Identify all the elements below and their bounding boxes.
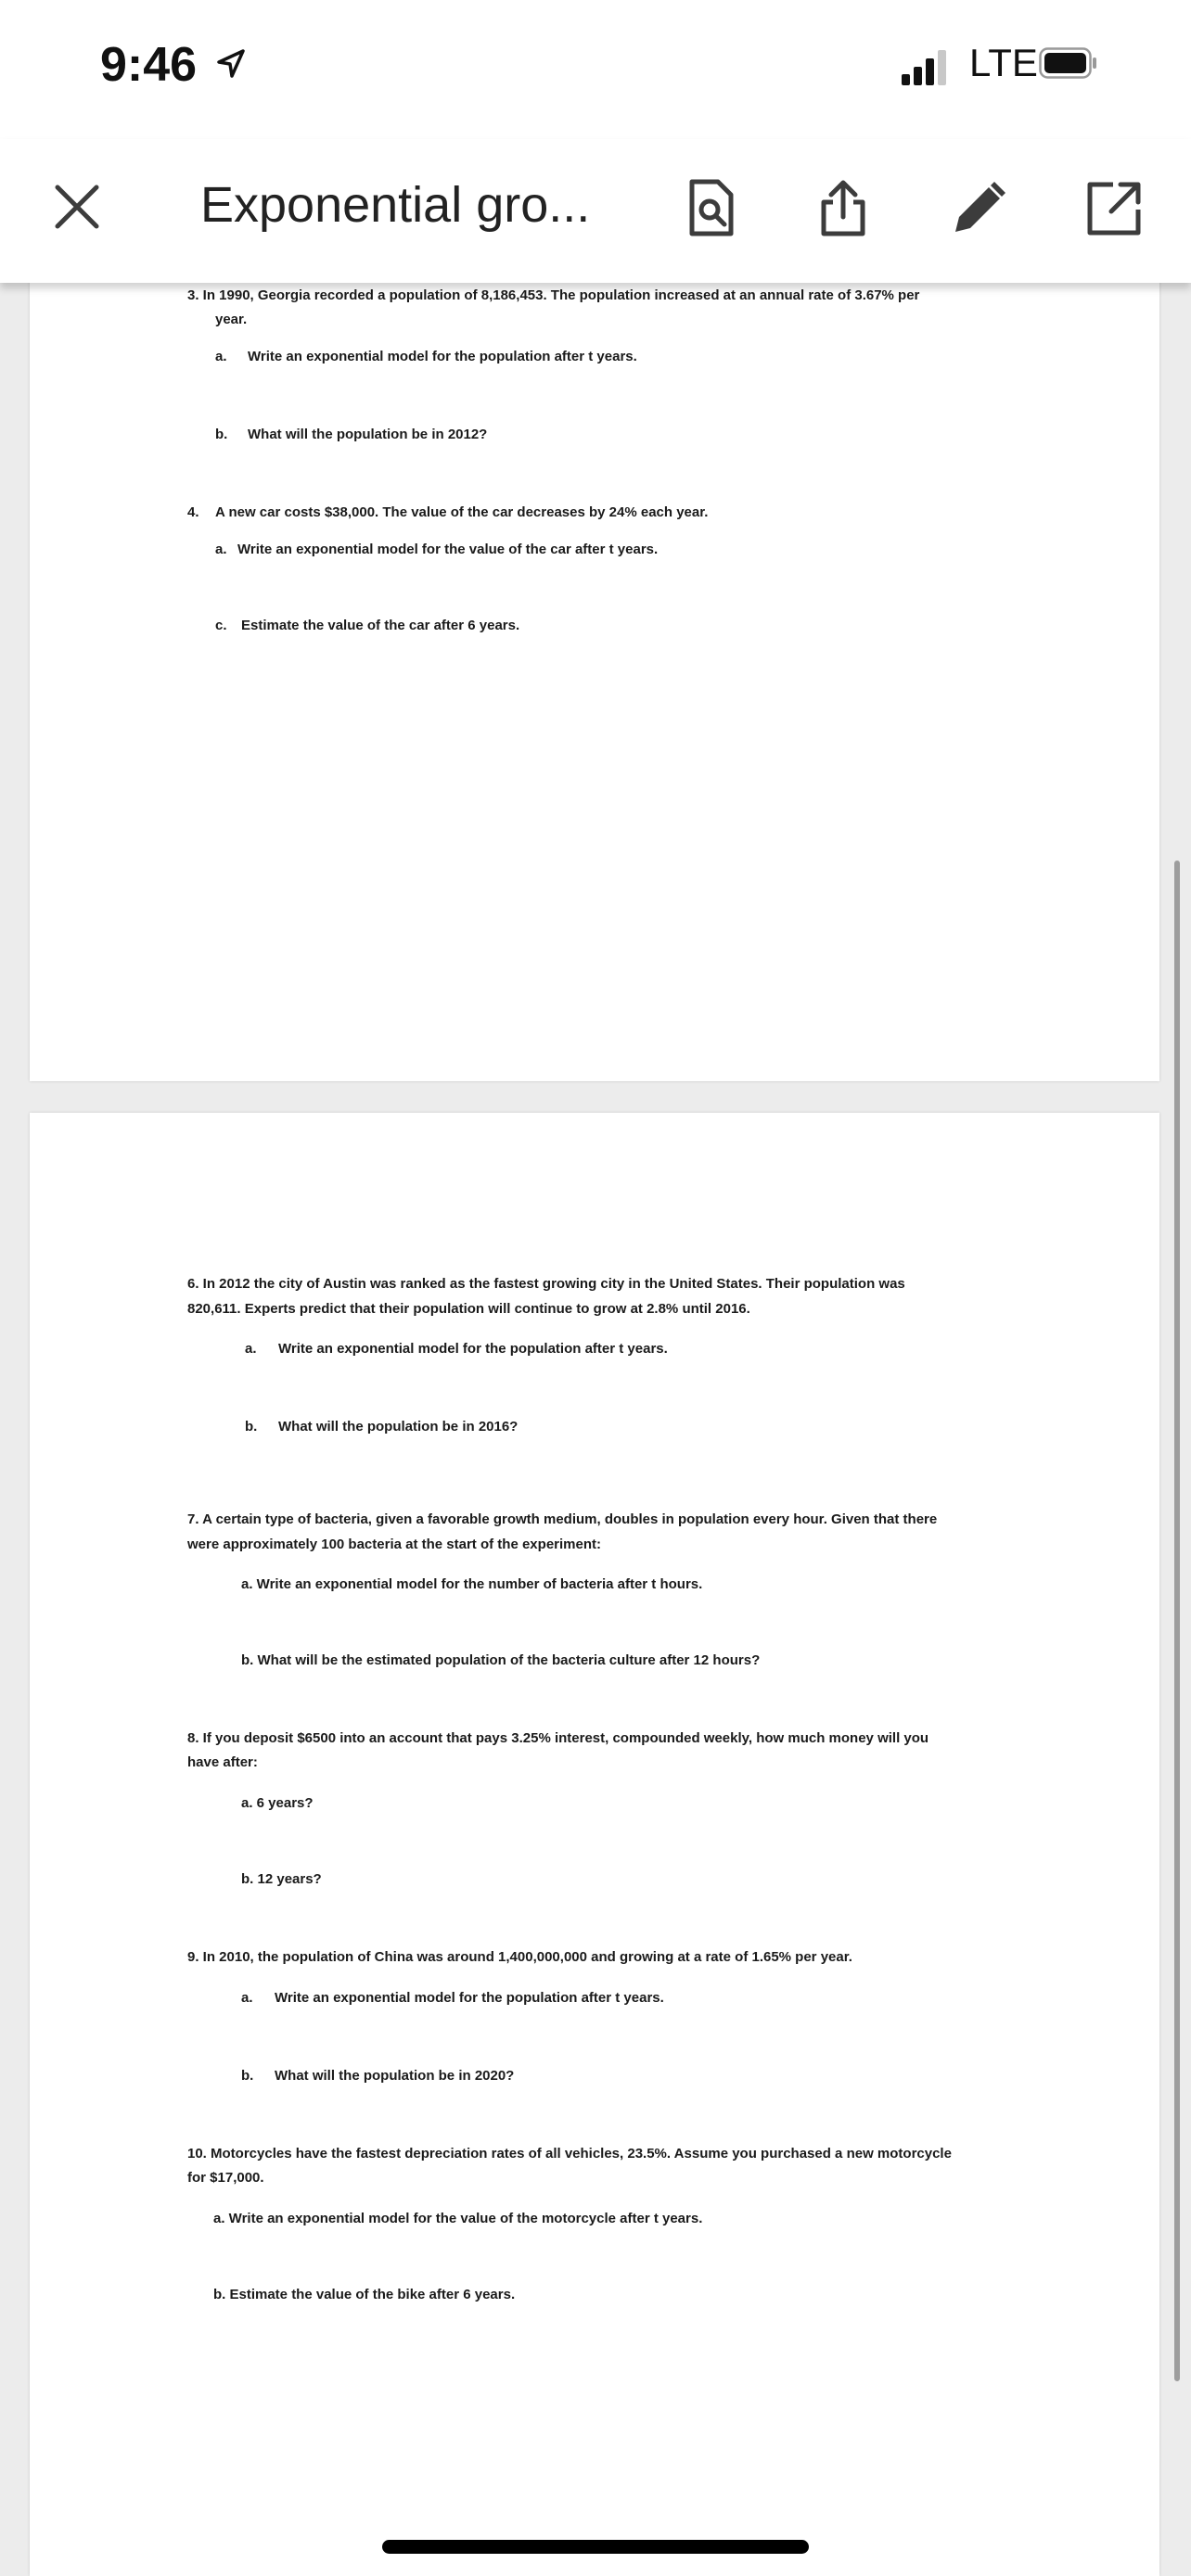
q7-line-1: 7. A certain type of bacteria, given a favorable growth medium, doubles in population every hour. Given that there — [187, 1511, 938, 1527]
q10b-text: b. Estimate the value of the bike after 6 years. — [213, 2287, 516, 2302]
close-icon[interactable] — [52, 182, 102, 232]
q9-line-1: 9. In 2010, the population of China was around 1,400,000,000 and growing at a rate of 1.65% per year. — [187, 1949, 852, 1965]
q3-line-2: year. — [215, 312, 248, 327]
q3a-text: Write an exponential model for the population after t years. — [248, 349, 637, 364]
network-label: LTE — [969, 41, 1038, 84]
q10a-text: a. Write an exponential model for the value of the motorcycle after t years. — [213, 2211, 703, 2226]
document-page-2 — [30, 1113, 1159, 2576]
q4a-label: a. — [215, 542, 227, 557]
q10-line-2: for $17,000. — [187, 2170, 264, 2186]
q6a-label: a. — [245, 1341, 257, 1357]
q4c-text: Estimate the value of the car after 6 years. — [241, 618, 520, 633]
q7-line-2: were approximately 100 bacteria at the start of the experiment: — [187, 1537, 601, 1552]
q7a-text: a. Write an exponential model for the number of bacteria after t hours. — [241, 1576, 703, 1592]
q8-line-2: have after: — [187, 1754, 258, 1770]
status-bar — [0, 0, 1191, 139]
document-page-1 — [30, 269, 1159, 1081]
q6b-label: b. — [245, 1419, 258, 1435]
q9a-label: a. — [241, 1990, 253, 2006]
share-icon[interactable] — [811, 176, 876, 241]
q7b-text: b. What will be the estimated population of the bacteria culture after 12 hours? — [241, 1652, 761, 1668]
q8b-text: b. 12 years? — [241, 1871, 322, 1887]
battery-icon — [1039, 47, 1098, 79]
q4-number: 4. — [187, 504, 199, 520]
document-title: Exponential gro... — [200, 177, 591, 233]
edit-pencil-icon[interactable] — [946, 176, 1011, 241]
q6b-text: What will the population be in 2016? — [278, 1419, 519, 1435]
signal-icon — [900, 48, 948, 85]
q3b-label: b. — [215, 427, 228, 442]
find-in-page-icon[interactable] — [679, 176, 744, 241]
q9b-text: What will the population be in 2020? — [275, 2068, 515, 2084]
q4a-text: Write an exponential model for the value of the car after t years. — [237, 542, 659, 557]
location-arrow-icon — [215, 48, 247, 80]
q6a-text: Write an exponential model for the population after t years. — [278, 1341, 668, 1357]
q3-line-1: 3. In 1990, Georgia recorded a population of 8,186,453. The population increased at an annual rate of 3.67% per — [187, 287, 920, 303]
viewer-toolbar — [0, 139, 1191, 283]
q8-line-1: 8. If you deposit $6500 into an account that pays 3.25% interest, compounded weekly, how much money will you — [187, 1730, 929, 1746]
q3a-label: a. — [215, 349, 227, 364]
q9a-text: Write an exponential model for the population after t years. — [275, 1990, 664, 2006]
scrollbar[interactable] — [1174, 861, 1180, 2381]
q9b-label: b. — [241, 2068, 254, 2084]
q4-text: A new car costs $38,000. The value of the car decreases by 24% each year. — [215, 504, 709, 520]
q10-line-1: 10. Motorcycles have the fastest depreciation rates of all vehicles, 23.5%. Assume you purchased a new motorcycle — [187, 2146, 952, 2162]
home-indicator[interactable] — [382, 2540, 809, 2554]
open-external-icon[interactable] — [1082, 176, 1146, 241]
q6-line-2: 820,611. Experts predict that their population will continue to grow at 2.8% until 2016. — [187, 1301, 750, 1317]
q8a-text: a. 6 years? — [241, 1795, 314, 1811]
q4c-label: c. — [215, 618, 227, 633]
q6-line-1: 6. In 2012 the city of Austin was ranked as the fastest growing city in the United States. Their population was — [187, 1276, 905, 1292]
q3b-text: What will the population be in 2012? — [248, 427, 488, 442]
status-time: 9:46 — [100, 38, 198, 92]
